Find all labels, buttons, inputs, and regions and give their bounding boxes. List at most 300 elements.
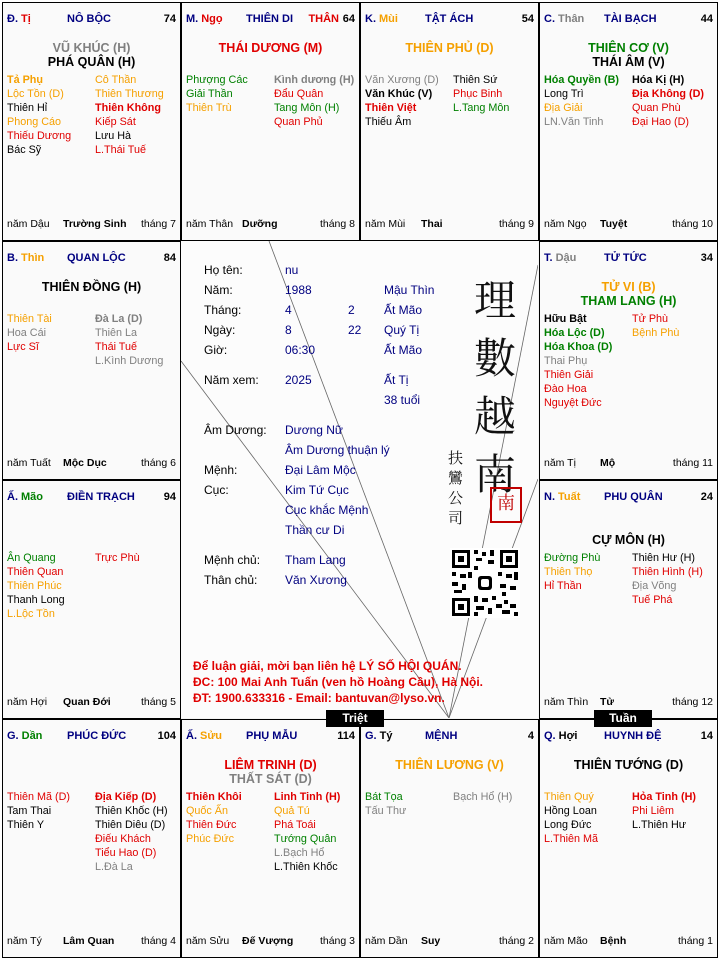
minor-star: Quan Phủ	[274, 116, 323, 128]
minor-star: L.Lộc Tồn	[7, 608, 55, 620]
minor-star: Linh Tinh (H)	[274, 791, 341, 803]
palace-name: NÔ BỘC	[67, 13, 111, 25]
contact-address: ĐC: 100 Mai Anh Tuấn (ven hồ Hoàng Cầu), Hà Nội.	[193, 675, 484, 689]
minor-star: Văn Xương (D)	[365, 74, 439, 86]
am-duong-value: Dương Nữ	[285, 423, 343, 437]
minor-star: Phong Cáo	[7, 116, 62, 128]
month-lunar: 2	[348, 303, 355, 317]
palace-stage: Tuyệt	[600, 218, 628, 230]
palace-header	[186, 13, 355, 29]
palace-chi: Tý	[379, 730, 393, 742]
palace-month: tháng 9	[498, 218, 534, 230]
palace-header	[544, 13, 713, 29]
palace-can: Q.	[544, 730, 556, 742]
minor-star: Địa Võng	[632, 580, 677, 592]
star-column-right	[632, 73, 717, 129]
palace-mui[interactable]	[360, 2, 539, 241]
palace-name: PHÚC ĐỨC	[67, 730, 127, 742]
minor-star: Hóa Kị (H)	[632, 74, 685, 86]
palace-month: tháng 8	[319, 218, 355, 230]
minor-star: Thiên Phúc	[7, 580, 62, 592]
star-column-left	[365, 790, 453, 818]
view-year-label: Năm xem:	[204, 373, 259, 387]
palace-footer	[544, 457, 713, 471]
minor-star: Thiên Thương	[95, 88, 164, 100]
minor-star: L.Thiên Hư	[632, 819, 687, 831]
palace-age-number: 64	[342, 13, 355, 25]
palace-stage: Mộ	[600, 457, 616, 469]
month-label: Tháng:	[204, 303, 242, 317]
palace-stage: Quan Đới	[63, 696, 111, 708]
palace-stage: Đế Vượng	[242, 935, 294, 947]
minor-star: Địa Giải	[544, 102, 583, 114]
palace-can: Đ.	[7, 13, 18, 25]
than-chu-label: Thân chủ:	[204, 573, 258, 587]
minor-star: Phá Toái	[274, 819, 316, 831]
minor-star: Thai Phụ	[544, 355, 588, 367]
name-label: Họ tên:	[204, 263, 243, 277]
palace-stage: Suy	[421, 935, 441, 947]
star-column-right	[95, 73, 180, 157]
palace-name: TẬT ÁCH	[425, 13, 474, 25]
minor-star: Hóa Khoa (D)	[544, 341, 613, 353]
palace-header	[365, 13, 534, 29]
star-column-right	[453, 790, 538, 804]
main-star: THIÊN ĐỒNG (H)	[41, 280, 142, 294]
star-column-right	[274, 790, 359, 874]
palace-can: Ấ.	[186, 730, 197, 742]
palace-hoi[interactable]	[539, 719, 718, 958]
palace-can: M.	[186, 13, 199, 25]
minor-star: Hóa Quyền (B)	[544, 74, 619, 86]
palace-can-chi	[7, 730, 42, 742]
minor-star: Địa Không (D)	[632, 88, 704, 100]
minor-star: Phượng Các	[186, 74, 248, 86]
star-column-right	[453, 73, 538, 115]
palace-thin[interactable]	[2, 241, 181, 480]
palace-name: TÀI BẠCH	[604, 13, 657, 25]
palace-chi: Tuất	[558, 491, 581, 503]
minor-star: Thiếu Dương	[7, 130, 72, 142]
month-value: 4	[285, 303, 292, 317]
palace-mao[interactable]	[2, 480, 181, 719]
year-value: 1988	[285, 283, 312, 297]
palace-year: năm Dậu	[7, 218, 50, 230]
palace-stage: Lâm Quan	[63, 935, 115, 947]
palace-stage: Thai	[421, 218, 443, 230]
palace-age-number: 54	[521, 13, 534, 25]
minor-star: Phục Binh	[453, 88, 503, 100]
star-column-right	[95, 790, 180, 874]
menh-chu-label: Mệnh chủ:	[204, 553, 261, 567]
palace-footer	[186, 935, 355, 949]
minor-star: Hoa Cái	[7, 327, 47, 339]
star-column-right	[95, 551, 180, 565]
palace-month: tháng 5	[140, 696, 176, 708]
minor-star: Quan Phù	[632, 102, 681, 114]
minor-star: L.Thái Tuế	[95, 144, 147, 156]
palace-can: C.	[544, 13, 555, 25]
minor-star: Thanh Long	[7, 594, 65, 606]
main-star: THIÊN TƯỚNG (D)	[573, 758, 684, 772]
day-lunar: 22	[348, 323, 362, 337]
palace-header	[544, 730, 713, 746]
contact-phone-email: ĐT: 1900.633316 - Email: bantuvan@lyso.vn.	[193, 691, 445, 705]
palace-header	[365, 730, 534, 746]
star-column-left	[544, 790, 632, 846]
minor-star: Thiên Thọ	[544, 566, 593, 578]
main-star: THAM LANG (H)	[580, 294, 677, 308]
minor-star: Hữu Bật	[544, 313, 587, 325]
palace-age-number: 44	[700, 13, 713, 25]
palace-year: năm Thân	[186, 218, 234, 230]
triet-tag: Triệt	[326, 710, 384, 727]
minor-star: Cô Thần	[95, 74, 137, 86]
palace-stage: Trường Sinh	[63, 218, 127, 230]
palace-header	[7, 491, 176, 507]
minor-star: Đường Phù	[544, 552, 601, 564]
minor-star: Quốc Ấn	[186, 805, 229, 817]
minor-star: Thiên Hư (H)	[632, 552, 696, 564]
minor-star: Thái Tuế	[95, 341, 138, 353]
minor-star: Văn Khúc (V)	[365, 88, 433, 100]
day-label: Ngày:	[204, 323, 236, 337]
main-star: THIÊN PHỦ (D)	[405, 41, 494, 55]
palace-footer	[7, 696, 176, 710]
palace-name: ĐIỀN TRẠCH	[67, 491, 135, 503]
minor-star: LN.Văn Tinh	[544, 116, 604, 128]
palace-age-number: 14	[700, 730, 713, 742]
hour-can-chi: Ất Mão	[384, 343, 423, 357]
year-label: Năm:	[204, 283, 233, 297]
palace-footer	[544, 935, 713, 949]
minor-star: Thiên Quý	[544, 791, 594, 803]
minor-star: Thiên Giải	[544, 369, 594, 381]
main-star: VŨ KHÚC (H)	[52, 41, 131, 55]
palace-name: PHU QUÂN	[604, 491, 663, 503]
contact-line-1: Để luận giải, mời bạn liên hệ LÝ SỐ HỘI QUÁN.	[193, 659, 462, 673]
minor-star: L.Thiên Khốc	[274, 861, 338, 873]
star-column-left	[186, 790, 274, 846]
am-duong-label: Âm Dương:	[204, 423, 267, 437]
palace-chi: Thân	[558, 13, 585, 25]
minor-star: Lưu Hà	[95, 130, 132, 142]
palace-header	[544, 252, 713, 268]
palace-can: G.	[7, 730, 19, 742]
palace-can: Ấ.	[7, 491, 18, 503]
palace-stage: Mộc Dục	[63, 457, 107, 469]
main-star: THẤT SÁT (D)	[229, 772, 312, 786]
minor-star: L.Đà La	[95, 861, 133, 873]
minor-star: Hồng Loan	[544, 805, 597, 817]
minor-star: Thiên La	[95, 327, 138, 339]
palace-age-number: 94	[163, 491, 176, 503]
palace-age-number: 34	[700, 252, 713, 264]
star-column-right	[632, 790, 717, 832]
palace-can: T.	[544, 252, 553, 264]
minor-star: Thiên Khốc (H)	[95, 805, 168, 817]
menh-value: Đại Lâm Mộc	[285, 463, 356, 477]
palace-year: năm Hợi	[7, 696, 48, 708]
star-column-right	[95, 312, 180, 368]
minor-star: Tiểu Hao (D)	[95, 847, 157, 859]
star-column-left	[544, 551, 632, 593]
minor-star: Thiếu Âm	[365, 116, 412, 128]
cuc-label: Cục:	[204, 483, 229, 497]
palace-age-number: 114	[337, 730, 355, 742]
minor-star: Giải Thần	[186, 88, 233, 100]
age-value: 38 tuổi	[384, 393, 421, 407]
palace-suu[interactable]	[181, 719, 360, 958]
minor-star: Tam Thai	[7, 805, 52, 817]
palace-year: năm Thìn	[544, 696, 589, 708]
palace-can-chi	[544, 491, 580, 503]
palace-name: THIÊN DI	[246, 13, 294, 25]
palace-can-chi	[186, 13, 223, 25]
palace-name: MỆNH	[425, 730, 458, 742]
palace-year: năm Dần	[365, 935, 408, 947]
star-column-right	[632, 312, 717, 340]
palace-stage: Tử	[600, 696, 615, 708]
cuc-note: Cục khắc Mệnh	[285, 503, 369, 517]
palace-year: năm Mùi	[365, 218, 406, 230]
minor-star: Thiên Tài	[7, 313, 52, 325]
palace-footer	[7, 457, 176, 471]
palace-header	[7, 730, 176, 746]
main-star: THÁI ÂM (V)	[592, 55, 665, 69]
minor-star: Đẩu Quân	[274, 88, 324, 100]
palace-can: N.	[544, 491, 555, 503]
palace-footer	[365, 218, 534, 232]
palace-chi: Mùi	[379, 13, 398, 25]
minor-star: L.Bạch Hổ	[274, 847, 325, 859]
qr-code[interactable]	[450, 548, 520, 618]
minor-star: Bệnh Phù	[632, 327, 680, 339]
menh-chu-value: Tham Lang	[285, 553, 346, 567]
palace-footer	[186, 218, 355, 232]
main-star: TỬ VI (B)	[601, 280, 656, 294]
calligraphy-logo: 理 數 越 南	[473, 276, 516, 499]
palace-can-chi	[7, 252, 44, 264]
minor-star: Thiên Quan	[7, 566, 64, 578]
minor-star: L.Tang Môn	[453, 102, 510, 114]
main-star: LIÊM TRINH (D)	[224, 758, 317, 772]
palace-can-chi	[365, 730, 392, 742]
palace-chi: Dần	[21, 730, 43, 742]
palace-month: tháng 7	[140, 218, 176, 230]
hour-value: 06:30	[285, 343, 316, 357]
palace-header	[186, 730, 355, 746]
palace-age-number: 74	[163, 13, 176, 25]
palace-tuat[interactable]	[539, 480, 718, 719]
star-column-left	[7, 790, 95, 832]
menh-label: Mệnh:	[204, 463, 238, 477]
minor-star: L.Kình Dương	[95, 355, 164, 367]
minor-star: Phi Liêm	[632, 805, 675, 817]
minor-star: Đại Hao (D)	[632, 116, 689, 128]
palace-month: tháng 6	[140, 457, 176, 469]
palace-year: năm Tị	[544, 457, 576, 469]
am-duong-note: Âm Dương thuận lý	[285, 443, 390, 457]
palace-can-chi	[186, 730, 222, 742]
palace-dau[interactable]	[539, 241, 718, 480]
minor-star: Tấu Thư	[365, 805, 407, 817]
palace-footer	[544, 218, 713, 232]
palace-ngo[interactable]	[181, 2, 360, 241]
minor-star: Kình dương (H)	[274, 74, 355, 86]
star-column-left	[544, 312, 632, 410]
palace-footer	[544, 696, 713, 710]
minor-star: Bác Sỹ	[7, 144, 42, 156]
palace-month: tháng 10	[672, 218, 713, 230]
hour-label: Giờ:	[204, 343, 228, 357]
palace-month: tháng 12	[672, 696, 713, 708]
palace-chi: Hợi	[558, 730, 578, 742]
star-column-left	[7, 551, 95, 621]
than-chu-value: Văn Xương	[285, 573, 347, 587]
minor-star: Tử Phù	[632, 313, 669, 325]
palace-ti[interactable]	[2, 2, 181, 241]
palace-age-number: 4	[527, 730, 534, 742]
view-year-value: 2025	[285, 373, 312, 387]
palace-stage: Bệnh	[600, 935, 627, 947]
palace-chi: Dậu	[555, 252, 577, 264]
palace-name: PHỤ MẪU	[246, 730, 298, 742]
minor-star: Đào Hoa	[544, 383, 587, 395]
year-can-chi: Mậu Thìn	[384, 283, 435, 297]
view-year-can-chi: Ất Tị	[384, 373, 409, 387]
name-value: nu	[285, 263, 299, 277]
palace-can-chi	[544, 730, 577, 742]
palace-can: B.	[7, 252, 18, 264]
palace-month: tháng 2	[498, 935, 534, 947]
minor-star: Bát Tọa	[365, 791, 403, 803]
minor-star: Thiên Hình (H)	[632, 566, 703, 578]
minor-star: Hóa Lộc (D)	[544, 327, 605, 339]
palace-chi: Sửu	[200, 730, 223, 742]
than-marker: THÂN	[308, 13, 339, 25]
tuan-tag: Tuần	[594, 710, 652, 727]
palace-can-chi	[7, 491, 43, 503]
minor-star: Thiên Sứ	[453, 74, 498, 86]
minor-star: Long Đức	[544, 819, 592, 831]
main-star: THIÊN LƯƠNG (V)	[395, 758, 504, 772]
minor-star: Nguyệt Đức	[544, 397, 602, 409]
palace-year: năm Sửu	[186, 935, 230, 947]
star-column-left	[7, 312, 95, 354]
palace-dan[interactable]	[2, 719, 181, 958]
minor-star: Điếu Khách	[95, 833, 151, 845]
minor-star: L.Thiên Mã	[544, 833, 599, 845]
minor-star: Thiên Mã (D)	[7, 791, 70, 803]
minor-star: Thiên Diêu (D)	[95, 819, 166, 831]
star-column-left	[544, 73, 632, 129]
minor-star: Quả Tú	[274, 805, 310, 817]
palace-age-number: 24	[700, 491, 713, 503]
minor-star: Hỏa Tinh (H)	[632, 791, 696, 803]
minor-star: Trực Phù	[95, 552, 140, 564]
main-star: THÁI DƯƠNG (M)	[218, 41, 323, 55]
minor-star: Tuế Phá	[632, 594, 673, 606]
palace-header	[544, 491, 713, 507]
palace-header	[7, 13, 176, 29]
minor-star: Thiên Không	[95, 102, 161, 114]
star-column-left	[365, 73, 453, 129]
than-cu-note: Thần cư Di	[285, 523, 345, 537]
star-column-right	[632, 551, 717, 607]
palace-name: HUYNH ĐỆ	[604, 730, 662, 742]
seal-stamp: 南	[490, 487, 522, 523]
minor-star: Kiếp Sát	[95, 116, 136, 128]
minor-star: Long Trì	[544, 88, 584, 100]
palace-stage: Dưỡng	[242, 218, 278, 230]
palace-can-chi	[365, 13, 398, 25]
palace-month: tháng 11	[672, 457, 713, 469]
palace-chi: Tị	[21, 13, 31, 25]
main-star: CỰ MÔN (H)	[592, 533, 665, 547]
minor-star: Lực Sĩ	[7, 341, 39, 353]
main-star: PHÁ QUÂN (H)	[47, 55, 136, 69]
minor-star: Ân Quang	[7, 552, 56, 564]
palace-month: tháng 3	[319, 935, 355, 947]
month-can-chi: Ất Mão	[384, 303, 423, 317]
palace-year: năm Ngọ	[544, 218, 587, 230]
day-can-chi: Quý Tị	[384, 323, 420, 337]
palace-header	[7, 252, 176, 268]
minor-star: Hỉ Thần	[544, 580, 582, 592]
minor-star: Thiên Trù	[186, 102, 232, 114]
palace-can: K.	[365, 13, 376, 25]
palace-year: năm Mão	[544, 935, 588, 947]
minor-star: Thiên Y	[7, 819, 45, 831]
minor-star: Đà La (D)	[95, 313, 143, 325]
palace-footer	[365, 935, 534, 949]
palace-age-number: 104	[157, 730, 176, 742]
palace-than[interactable]	[539, 2, 718, 241]
palace-chi: Ngọ	[201, 13, 223, 25]
palace-ty[interactable]	[360, 719, 539, 958]
palace-can-chi	[544, 252, 576, 264]
palace-month: tháng 1	[677, 935, 713, 947]
minor-star: Thiên Đức	[186, 819, 237, 831]
minor-star: Thiên Việt	[365, 102, 417, 114]
main-star: THIÊN CƠ (V)	[588, 41, 669, 55]
calligraphy-side-text: 扶 鸞 公 司	[448, 449, 464, 527]
star-column-left	[7, 73, 95, 157]
palace-age-number: 84	[163, 252, 176, 264]
palace-year: năm Tuất	[7, 457, 51, 469]
minor-star: Bạch Hổ (H)	[453, 791, 513, 803]
minor-star: Tướng Quân	[274, 833, 337, 845]
minor-star: Phúc Đức	[186, 833, 235, 845]
palace-year: năm Tý	[7, 935, 42, 947]
palace-month: tháng 4	[140, 935, 176, 947]
palace-chi: Mão	[21, 491, 43, 503]
palace-footer	[7, 218, 176, 232]
minor-star: Thiên Khôi	[186, 791, 242, 803]
minor-star: Tả Phụ	[7, 74, 43, 86]
palace-chi: Thìn	[21, 252, 45, 264]
minor-star: Thiên Hỉ	[7, 102, 48, 114]
palace-name: QUAN LỘC	[67, 252, 126, 264]
minor-star: Tang Môn (H)	[274, 102, 340, 114]
palace-can-chi	[544, 13, 584, 25]
palace-name: TỬ TỨC	[604, 252, 647, 264]
minor-star: Lộc Tồn (D)	[7, 88, 64, 100]
minor-star: Địa Kiếp (D)	[95, 791, 157, 803]
star-column-left	[186, 73, 274, 115]
palace-can: G.	[365, 730, 377, 742]
